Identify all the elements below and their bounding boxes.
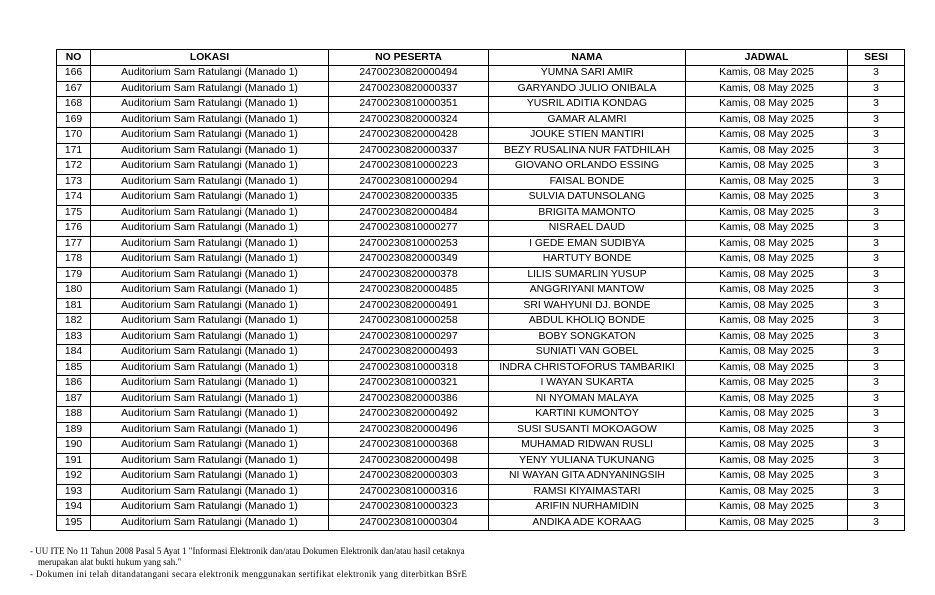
cell-lokasi: Auditorium Sam Ratulangi (Manado 1)	[91, 438, 329, 454]
cell-no-peserta: 24700230820000494	[329, 66, 489, 82]
table-row	[57, 205, 905, 221]
cell-nama: I GEDE EMAN SUDIBYA	[489, 236, 686, 252]
cell-sesi: 3	[848, 112, 905, 128]
cell-lokasi: Auditorium Sam Ratulangi (Manado 1)	[91, 329, 329, 345]
cell-sesi: 3	[848, 81, 905, 97]
cell-jadwal: Kamis, 08 May 2025	[686, 66, 848, 82]
cell-sesi: 3	[848, 283, 905, 299]
cell-no-peserta: 24700230810000316	[329, 484, 489, 500]
header-sesi: SESI	[848, 50, 905, 66]
cell-no: 183	[57, 329, 91, 345]
cell-no: 173	[57, 174, 91, 190]
cell-sesi: 3	[848, 267, 905, 283]
cell-no-peserta: 24700230820000337	[329, 143, 489, 159]
cell-sesi: 3	[848, 422, 905, 438]
cell-nama: YUMNA SARI AMIR	[489, 66, 686, 82]
cell-nama: GAMAR ALAMRI	[489, 112, 686, 128]
cell-no: 177	[57, 236, 91, 252]
cell-no: 184	[57, 345, 91, 361]
table-row	[57, 128, 905, 144]
cell-lokasi: Auditorium Sam Ratulangi (Manado 1)	[91, 221, 329, 237]
cell-nama: GARYANDO JULIO ONIBALA	[489, 81, 686, 97]
cell-no: 166	[57, 66, 91, 82]
cell-no-peserta: 24700230810000294	[329, 174, 489, 190]
cell-no-peserta: 24700230810000258	[329, 314, 489, 330]
cell-lokasi: Auditorium Sam Ratulangi (Manado 1)	[91, 484, 329, 500]
cell-no: 178	[57, 252, 91, 268]
cell-sesi: 3	[848, 97, 905, 113]
cell-lokasi: Auditorium Sam Ratulangi (Manado 1)	[91, 422, 329, 438]
cell-no: 170	[57, 128, 91, 144]
cell-no: 187	[57, 391, 91, 407]
table-row	[57, 345, 905, 361]
cell-no-peserta: 24700230820000335	[329, 190, 489, 206]
cell-no-peserta: 24700230810000253	[329, 236, 489, 252]
cell-nama: YUSRIL ADITIA KONDAG	[489, 97, 686, 113]
cell-no: 194	[57, 500, 91, 516]
cell-nama: SULVIA DATUNSOLANG	[489, 190, 686, 206]
participant-table	[56, 49, 905, 531]
table-row	[57, 143, 905, 159]
cell-nama: I WAYAN SUKARTA	[489, 376, 686, 392]
cell-sesi: 3	[848, 469, 905, 485]
cell-jadwal: Kamis, 08 May 2025	[686, 267, 848, 283]
cell-lokasi: Auditorium Sam Ratulangi (Manado 1)	[91, 252, 329, 268]
cell-sesi: 3	[848, 438, 905, 454]
cell-lokasi: Auditorium Sam Ratulangi (Manado 1)	[91, 391, 329, 407]
cell-no-peserta: 24700230810000323	[329, 500, 489, 516]
table-row	[57, 376, 905, 392]
cell-jadwal: Kamis, 08 May 2025	[686, 252, 848, 268]
cell-sesi: 3	[848, 236, 905, 252]
cell-nama: SUSI SUSANTI MOKOAGOW	[489, 422, 686, 438]
cell-no-peserta: 24700230820000498	[329, 453, 489, 469]
cell-lokasi: Auditorium Sam Ratulangi (Manado 1)	[91, 314, 329, 330]
cell-sesi: 3	[848, 345, 905, 361]
cell-lokasi: Auditorium Sam Ratulangi (Manado 1)	[91, 360, 329, 376]
cell-lokasi: Auditorium Sam Ratulangi (Manado 1)	[91, 66, 329, 82]
cell-no: 168	[57, 97, 91, 113]
cell-sesi: 3	[848, 66, 905, 82]
cell-sesi: 3	[848, 159, 905, 175]
cell-lokasi: Auditorium Sam Ratulangi (Manado 1)	[91, 81, 329, 97]
cell-no: 169	[57, 112, 91, 128]
header-no-peserta: NO PESERTA	[329, 50, 489, 66]
cell-lokasi: Auditorium Sam Ratulangi (Manado 1)	[91, 236, 329, 252]
cell-lokasi: Auditorium Sam Ratulangi (Manado 1)	[91, 407, 329, 423]
cell-no: 171	[57, 143, 91, 159]
cell-jadwal: Kamis, 08 May 2025	[686, 112, 848, 128]
cell-jadwal: Kamis, 08 May 2025	[686, 391, 848, 407]
cell-jadwal: Kamis, 08 May 2025	[686, 515, 848, 531]
cell-lokasi: Auditorium Sam Ratulangi (Manado 1)	[91, 97, 329, 113]
cell-no-peserta: 24700230820000337	[329, 81, 489, 97]
cell-nama: BOBY SONGKATON	[489, 329, 686, 345]
footnote-uu-ite: - UU ITE No 11 Tahun 2008 Pasal 5 Ayat 1 "Informasi Elektronik dan/atau Dokumen Elektronik dan/atau hasil cetaknya	[30, 546, 465, 556]
cell-no-peserta: 24700230820000484	[329, 205, 489, 221]
cell-lokasi: Auditorium Sam Ratulangi (Manado 1)	[91, 267, 329, 283]
cell-no-peserta: 24700230820000496	[329, 422, 489, 438]
cell-jadwal: Kamis, 08 May 2025	[686, 345, 848, 361]
cell-no-peserta: 24700230810000277	[329, 221, 489, 237]
cell-nama: ANGGRIYANI MANTOW	[489, 283, 686, 299]
table-row	[57, 66, 905, 82]
header-lokasi: LOKASI	[91, 50, 329, 66]
header-nama: NAMA	[489, 50, 686, 66]
table-row	[57, 298, 905, 314]
cell-sesi: 3	[848, 252, 905, 268]
cell-no: 182	[57, 314, 91, 330]
cell-sesi: 3	[848, 190, 905, 206]
cell-jadwal: Kamis, 08 May 2025	[686, 376, 848, 392]
cell-no-peserta: 24700230820000491	[329, 298, 489, 314]
cell-no-peserta: 24700230820000485	[329, 283, 489, 299]
cell-no: 181	[57, 298, 91, 314]
cell-sesi: 3	[848, 515, 905, 531]
table-row	[57, 190, 905, 206]
cell-nama: KARTINI KUMONTOY	[489, 407, 686, 423]
table-row	[57, 97, 905, 113]
cell-sesi: 3	[848, 376, 905, 392]
cell-sesi: 3	[848, 143, 905, 159]
cell-lokasi: Auditorium Sam Ratulangi (Manado 1)	[91, 500, 329, 516]
cell-no: 188	[57, 407, 91, 423]
table-row	[57, 500, 905, 516]
cell-nama: ARIFIN NURHAMIDIN	[489, 500, 686, 516]
cell-no: 193	[57, 484, 91, 500]
cell-lokasi: Auditorium Sam Ratulangi (Manado 1)	[91, 298, 329, 314]
table-row	[57, 236, 905, 252]
cell-nama: BEZY RUSALINA NUR FATDHILAH	[489, 143, 686, 159]
cell-no: 190	[57, 438, 91, 454]
table-row	[57, 283, 905, 299]
cell-nama: ANDIKA ADE KORAAG	[489, 515, 686, 531]
cell-lokasi: Auditorium Sam Ratulangi (Manado 1)	[91, 515, 329, 531]
cell-no-peserta: 24700230810000318	[329, 360, 489, 376]
table-row	[57, 252, 905, 268]
cell-lokasi: Auditorium Sam Ratulangi (Manado 1)	[91, 205, 329, 221]
cell-jadwal: Kamis, 08 May 2025	[686, 298, 848, 314]
cell-sesi: 3	[848, 329, 905, 345]
cell-jadwal: Kamis, 08 May 2025	[686, 407, 848, 423]
table-row	[57, 174, 905, 190]
cell-no-peserta: 24700230810000351	[329, 97, 489, 113]
cell-sesi: 3	[848, 128, 905, 144]
cell-no-peserta: 24700230820000378	[329, 267, 489, 283]
table-row	[57, 112, 905, 128]
cell-lokasi: Auditorium Sam Ratulangi (Manado 1)	[91, 283, 329, 299]
cell-nama: RAMSI KIYAIMASTARI	[489, 484, 686, 500]
cell-no: 192	[57, 469, 91, 485]
table-row	[57, 469, 905, 485]
cell-no: 195	[57, 515, 91, 531]
cell-nama: FAISAL BONDE	[489, 174, 686, 190]
cell-lokasi: Auditorium Sam Ratulangi (Manado 1)	[91, 469, 329, 485]
cell-jadwal: Kamis, 08 May 2025	[686, 314, 848, 330]
cell-sesi: 3	[848, 221, 905, 237]
cell-jadwal: Kamis, 08 May 2025	[686, 500, 848, 516]
cell-sesi: 3	[848, 174, 905, 190]
cell-jadwal: Kamis, 08 May 2025	[686, 97, 848, 113]
table-row	[57, 453, 905, 469]
cell-jadwal: Kamis, 08 May 2025	[686, 360, 848, 376]
cell-no-peserta: 24700230820000428	[329, 128, 489, 144]
table-row	[57, 81, 905, 97]
cell-jadwal: Kamis, 08 May 2025	[686, 422, 848, 438]
table-header-row	[57, 50, 905, 66]
cell-sesi: 3	[848, 298, 905, 314]
cell-sesi: 3	[848, 360, 905, 376]
cell-nama: YENY YULIANA TUKUNANG	[489, 453, 686, 469]
cell-sesi: 3	[848, 500, 905, 516]
header-jadwal: JADWAL	[686, 50, 848, 66]
table-row	[57, 360, 905, 376]
cell-no: 189	[57, 422, 91, 438]
cell-lokasi: Auditorium Sam Ratulangi (Manado 1)	[91, 190, 329, 206]
table-row	[57, 391, 905, 407]
cell-nama: NI WAYAN GITA ADNYANINGSIH	[489, 469, 686, 485]
cell-no: 174	[57, 190, 91, 206]
cell-jadwal: Kamis, 08 May 2025	[686, 159, 848, 175]
cell-no: 180	[57, 283, 91, 299]
table-row	[57, 221, 905, 237]
cell-nama: MUHAMAD RIDWAN RUSLI	[489, 438, 686, 454]
cell-jadwal: Kamis, 08 May 2025	[686, 329, 848, 345]
cell-jadwal: Kamis, 08 May 2025	[686, 283, 848, 299]
cell-no-peserta: 24700230810000321	[329, 376, 489, 392]
table-row	[57, 515, 905, 531]
cell-nama: SUNIATI VAN GOBEL	[489, 345, 686, 361]
footnote-bsre-signature: - Dokumen ini telah ditandatangani secara elektronik menggunakan sertifikat elektronik yang diterbitkan BSrE	[30, 569, 468, 579]
cell-no: 175	[57, 205, 91, 221]
cell-jadwal: Kamis, 08 May 2025	[686, 143, 848, 159]
cell-no-peserta: 24700230820000303	[329, 469, 489, 485]
cell-jadwal: Kamis, 08 May 2025	[686, 453, 848, 469]
cell-no-peserta: 24700230810000297	[329, 329, 489, 345]
table-body	[57, 66, 905, 531]
cell-jadwal: Kamis, 08 May 2025	[686, 190, 848, 206]
cell-jadwal: Kamis, 08 May 2025	[686, 81, 848, 97]
cell-lokasi: Auditorium Sam Ratulangi (Manado 1)	[91, 345, 329, 361]
cell-nama: NISRAEL DAUD	[489, 221, 686, 237]
cell-lokasi: Auditorium Sam Ratulangi (Manado 1)	[91, 159, 329, 175]
table-row	[57, 329, 905, 345]
cell-nama: BRIGITA MAMONTO	[489, 205, 686, 221]
table-row	[57, 422, 905, 438]
cell-nama: ABDUL KHOLIQ BONDE	[489, 314, 686, 330]
cell-nama: GIOVANO ORLANDO ESSING	[489, 159, 686, 175]
cell-nama: HARTUTY BONDE	[489, 252, 686, 268]
cell-sesi: 3	[848, 453, 905, 469]
cell-no: 186	[57, 376, 91, 392]
cell-lokasi: Auditorium Sam Ratulangi (Manado 1)	[91, 453, 329, 469]
cell-no: 191	[57, 453, 91, 469]
cell-no: 185	[57, 360, 91, 376]
cell-no: 167	[57, 81, 91, 97]
cell-lokasi: Auditorium Sam Ratulangi (Manado 1)	[91, 174, 329, 190]
cell-lokasi: Auditorium Sam Ratulangi (Manado 1)	[91, 112, 329, 128]
cell-jadwal: Kamis, 08 May 2025	[686, 174, 848, 190]
table-row	[57, 159, 905, 175]
table-row	[57, 484, 905, 500]
cell-jadwal: Kamis, 08 May 2025	[686, 221, 848, 237]
cell-sesi: 3	[848, 484, 905, 500]
cell-no: 172	[57, 159, 91, 175]
cell-no-peserta: 24700230820000324	[329, 112, 489, 128]
cell-sesi: 3	[848, 391, 905, 407]
cell-sesi: 3	[848, 407, 905, 423]
cell-jadwal: Kamis, 08 May 2025	[686, 484, 848, 500]
cell-no-peserta: 24700230820000493	[329, 345, 489, 361]
cell-no: 179	[57, 267, 91, 283]
cell-no-peserta: 24700230820000492	[329, 407, 489, 423]
cell-jadwal: Kamis, 08 May 2025	[686, 205, 848, 221]
footnote-uu-ite-continued: merupakan alat bukti hukum yang sah."	[38, 557, 182, 567]
cell-sesi: 3	[848, 205, 905, 221]
cell-no-peserta: 24700230820000349	[329, 252, 489, 268]
table-row	[57, 314, 905, 330]
cell-nama: SRI WAHYUNI DJ. BONDE	[489, 298, 686, 314]
cell-no-peserta: 24700230810000304	[329, 515, 489, 531]
cell-no-peserta: 24700230810000223	[329, 159, 489, 175]
header-no: NO	[57, 50, 91, 66]
cell-no-peserta: 24700230820000386	[329, 391, 489, 407]
cell-nama: LILIS SUMARLIN YUSUP	[489, 267, 686, 283]
table-row	[57, 407, 905, 423]
cell-nama: NI NYOMAN MALAYA	[489, 391, 686, 407]
cell-nama: INDRA CHRISTOFORUS TAMBARIKI	[489, 360, 686, 376]
cell-jadwal: Kamis, 08 May 2025	[686, 438, 848, 454]
cell-sesi: 3	[848, 314, 905, 330]
table-row	[57, 438, 905, 454]
cell-lokasi: Auditorium Sam Ratulangi (Manado 1)	[91, 143, 329, 159]
cell-jadwal: Kamis, 08 May 2025	[686, 128, 848, 144]
cell-nama: JOUKE STIEN MANTIRI	[489, 128, 686, 144]
cell-no-peserta: 24700230810000368	[329, 438, 489, 454]
cell-lokasi: Auditorium Sam Ratulangi (Manado 1)	[91, 128, 329, 144]
table-row	[57, 267, 905, 283]
cell-lokasi: Auditorium Sam Ratulangi (Manado 1)	[91, 376, 329, 392]
cell-jadwal: Kamis, 08 May 2025	[686, 236, 848, 252]
cell-no: 176	[57, 221, 91, 237]
cell-jadwal: Kamis, 08 May 2025	[686, 469, 848, 485]
